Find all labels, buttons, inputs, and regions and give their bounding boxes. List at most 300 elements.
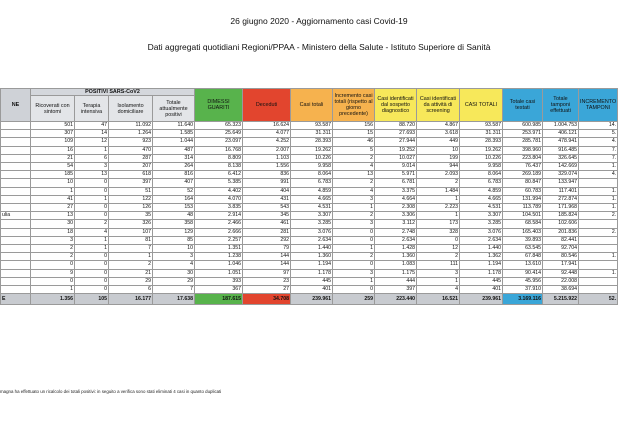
value-cell: 185 — [31, 171, 75, 179]
value-cell: 326 — [109, 220, 153, 228]
value-cell: 28.393 — [460, 138, 503, 146]
value-cell: 2.257 — [195, 236, 243, 244]
value-cell: 3.076 — [460, 228, 503, 236]
value-cell: 80.847 — [503, 179, 543, 187]
footnote: magna ha effettuato un ricalcolo dei totali positivi: in seguito a verifica sono stati eliminati 4 casi in quanto duplicati — [0, 389, 222, 394]
value-cell: 4 — [153, 261, 195, 269]
value-cell: 2.634 — [291, 236, 333, 244]
value-cell: 1 — [75, 146, 109, 154]
value-cell: 1.360 — [375, 253, 417, 261]
value-cell: 401 — [460, 286, 503, 294]
total-row — [1, 294, 618, 305]
value-cell: 97 — [243, 269, 291, 277]
value-cell: 1 — [109, 253, 153, 261]
total-cell: 52. — [579, 294, 618, 305]
value-cell: 431 — [243, 195, 291, 203]
value-cell: 4.531 — [291, 204, 333, 212]
region-cell — [1, 163, 31, 171]
value-cell: 27 — [31, 204, 75, 212]
region-cell — [1, 154, 31, 162]
value-cell: 4.402 — [195, 187, 243, 195]
value-cell: 13.610 — [503, 261, 543, 269]
value-cell: 39.893 — [503, 236, 543, 244]
value-cell: 76.437 — [503, 163, 543, 171]
region-cell — [1, 269, 31, 277]
value-cell: 16.768 — [195, 146, 243, 154]
value-cell: 144 — [243, 253, 291, 261]
totale-positivi-header: Totale attualmente positivi — [153, 96, 195, 122]
value-cell: 13 — [333, 171, 375, 179]
total-cell: 223.440 — [375, 294, 417, 305]
value-cell: 1.264 — [109, 130, 153, 138]
value-cell: 4.665 — [291, 195, 333, 203]
value-cell: 445 — [291, 277, 333, 285]
value-cell: 2.466 — [195, 220, 243, 228]
value-cell: 7. — [579, 154, 618, 162]
total-cell: 105 — [75, 294, 109, 305]
value-cell: 9 — [31, 269, 75, 277]
region-cell — [1, 261, 31, 269]
total-label: E — [1, 294, 31, 305]
value-cell: 5. — [579, 130, 618, 138]
value-cell: 27.693 — [375, 130, 417, 138]
value-cell: 397 — [375, 286, 417, 294]
value-cell: 164 — [153, 195, 195, 203]
region-cell — [1, 171, 31, 179]
value-cell: 9.958 — [460, 163, 503, 171]
value-cell: 1 — [75, 236, 109, 244]
value-cell: 264 — [153, 163, 195, 171]
value-cell: 21 — [31, 154, 75, 162]
table-row — [1, 204, 618, 212]
value-cell: 1.360 — [291, 253, 333, 261]
value-cell: 29 — [109, 277, 153, 285]
region-cell — [1, 228, 31, 236]
value-cell: 272.874 — [543, 195, 579, 203]
value-cell: 1 — [333, 204, 375, 212]
value-cell: 0 — [75, 204, 109, 212]
incremento-tamponi-header: INCREMENTO TAMPONI — [579, 89, 618, 122]
total-cell: 16.177 — [109, 294, 153, 305]
value-cell: 9.958 — [291, 163, 333, 171]
value-cell: 461 — [243, 220, 291, 228]
value-cell: 6.781 — [375, 179, 417, 187]
casi-testati-header: Totale casi testati — [503, 89, 543, 122]
value-cell: 30 — [31, 220, 75, 228]
value-cell — [579, 261, 618, 269]
value-cell: 156 — [333, 122, 375, 130]
value-cell: 104.501 — [503, 212, 543, 220]
value-cell: 1.046 — [195, 261, 243, 269]
value-cell: 41 — [31, 195, 75, 203]
value-cell: 1 — [75, 245, 109, 253]
value-cell: 17.941 — [543, 261, 579, 269]
value-cell: 3.285 — [291, 220, 333, 228]
value-cell: 328 — [417, 228, 460, 236]
value-cell: 3 — [333, 220, 375, 228]
value-cell: 1.051 — [195, 269, 243, 277]
value-cell: 4.252 — [243, 138, 291, 146]
value-cell: 5.385 — [195, 179, 243, 187]
value-cell: 14 — [75, 130, 109, 138]
value-cell: 201.836 — [543, 228, 579, 236]
value-cell: 38.694 — [543, 286, 579, 294]
total-cell: 3.169.116 — [503, 294, 543, 305]
region-cell — [1, 195, 31, 203]
value-cell: 3.835 — [195, 204, 243, 212]
value-cell: 10.027 — [375, 154, 417, 162]
table-row — [1, 171, 618, 179]
casi-totali-2-header: CASI TOTALI — [460, 89, 503, 122]
value-cell: 1.362 — [460, 253, 503, 261]
value-cell: 618 — [109, 171, 153, 179]
table-row — [1, 269, 618, 277]
value-cell: 4.070 — [195, 195, 243, 203]
total-cell: 259 — [333, 294, 375, 305]
value-cell: 3 — [31, 236, 75, 244]
value-cell: 11.640 — [153, 122, 195, 130]
value-cell: 4.867 — [417, 122, 460, 130]
value-cell: 82.441 — [543, 236, 579, 244]
value-cell: 1.556 — [243, 163, 291, 171]
value-cell: 54 — [31, 163, 75, 171]
value-cell: 51 — [109, 187, 153, 195]
value-cell: 2.634 — [375, 236, 417, 244]
value-cell: 3 — [153, 253, 195, 261]
value-cell: 1. — [579, 269, 618, 277]
value-cell: 543 — [243, 204, 291, 212]
value-cell: 153 — [153, 204, 195, 212]
value-cell: 501 — [31, 122, 75, 130]
value-cell: 3.307 — [460, 212, 503, 220]
value-cell: 79 — [243, 245, 291, 253]
value-cell: 1.083 — [375, 261, 417, 269]
value-cell: 2.666 — [195, 228, 243, 236]
value-cell: 1 — [417, 277, 460, 285]
value-cell: 4.077 — [243, 130, 291, 138]
table-row — [1, 245, 618, 253]
value-cell: 23 — [243, 277, 291, 285]
value-cell: 68.584 — [503, 220, 543, 228]
value-cell: 19.262 — [460, 146, 503, 154]
value-cell: 27 — [243, 286, 291, 294]
table-row — [1, 236, 618, 244]
value-cell: 401 — [291, 286, 333, 294]
table-row — [1, 163, 618, 171]
value-cell: 8.809 — [195, 154, 243, 162]
value-cell: 16.624 — [243, 122, 291, 130]
total-cell: 239.961 — [291, 294, 333, 305]
value-cell: 944 — [417, 163, 460, 171]
value-cell: 4. — [579, 171, 618, 179]
value-cell: 199 — [417, 154, 460, 162]
value-cell: 2 — [109, 261, 153, 269]
total-cell: 1.356 — [31, 294, 75, 305]
value-cell: 8.138 — [195, 163, 243, 171]
value-cell: 1.585 — [153, 130, 195, 138]
value-cell: 10.226 — [291, 154, 333, 162]
value-cell: 1 — [31, 286, 75, 294]
value-cell: 1.004.753 — [543, 122, 579, 130]
value-cell: 307 — [31, 130, 75, 138]
value-cell: 93.587 — [460, 122, 503, 130]
table-row — [1, 179, 618, 187]
value-cell: 173 — [417, 220, 460, 228]
region-cell — [1, 204, 31, 212]
table-row — [1, 138, 618, 146]
value-cell: 25.649 — [195, 130, 243, 138]
table-row — [1, 195, 618, 203]
value-cell: 1.440 — [291, 245, 333, 253]
value-cell: 31.311 — [291, 130, 333, 138]
value-cell: 60.783 — [503, 187, 543, 195]
value-cell: 1.238 — [195, 253, 243, 261]
value-cell: 29 — [153, 277, 195, 285]
value-cell: 6.412 — [195, 171, 243, 179]
value-cell: 27.944 — [375, 138, 417, 146]
value-cell: 4 — [333, 163, 375, 171]
value-cell: 6.783 — [460, 179, 503, 187]
value-cell: 28.393 — [291, 138, 333, 146]
terapia-header: Terapia intensiva — [75, 96, 109, 122]
value-cell: 4.664 — [375, 195, 417, 203]
value-cell: 1.440 — [460, 245, 503, 253]
value-cell: 2.308 — [375, 204, 417, 212]
value-cell: 5.971 — [375, 171, 417, 179]
table-row — [1, 146, 618, 154]
value-cell: 478.941 — [543, 138, 579, 146]
region-cell — [1, 138, 31, 146]
value-cell: 1.351 — [195, 245, 243, 253]
value-cell: 4.859 — [291, 187, 333, 195]
value-cell: 63.545 — [503, 245, 543, 253]
value-cell: 285.781 — [503, 138, 543, 146]
value-cell: 23.097 — [195, 138, 243, 146]
deceduti-header: Deceduti — [243, 89, 291, 122]
region-cell — [1, 179, 31, 187]
value-cell: 13 — [75, 171, 109, 179]
value-cell: 117.401 — [543, 187, 579, 195]
value-cell: 6 — [109, 286, 153, 294]
value-cell: 122 — [109, 195, 153, 203]
value-cell: 1 — [417, 195, 460, 203]
table-row — [1, 187, 618, 195]
table-row — [1, 286, 618, 294]
value-cell: 4. — [579, 138, 618, 146]
table-row — [1, 154, 618, 162]
value-cell: 3 — [333, 195, 375, 203]
value-cell: 1. — [579, 163, 618, 171]
value-cell: 16 — [31, 146, 75, 154]
casi-totali-header: Casi totali — [291, 89, 333, 122]
isolamento-header: Isolamento domiciliare — [109, 96, 153, 122]
value-cell: 48 — [153, 212, 195, 220]
value-cell: 0 — [75, 277, 109, 285]
value-cell: 12 — [417, 245, 460, 253]
value-cell: 2 — [417, 253, 460, 261]
value-cell: 0 — [75, 212, 109, 220]
value-cell: 1 — [333, 277, 375, 285]
value-cell: 131.994 — [503, 195, 543, 203]
value-cell: 207 — [109, 163, 153, 171]
region-cell — [1, 277, 31, 285]
value-cell: 30 — [153, 269, 195, 277]
value-cell: 314 — [153, 154, 195, 162]
value-cell: 142.669 — [543, 163, 579, 171]
value-cell: 37.910 — [503, 286, 543, 294]
value-cell: 107 — [109, 228, 153, 236]
value-cell: 407 — [153, 179, 195, 187]
value-cell: 4.665 — [460, 195, 503, 203]
region-cell — [1, 253, 31, 261]
value-cell: 6.783 — [291, 179, 333, 187]
table-row — [1, 228, 618, 236]
value-cell: 0 — [75, 261, 109, 269]
value-cell: 269.189 — [503, 171, 543, 179]
value-cell: 0 — [75, 179, 109, 187]
value-cell: 10 — [153, 245, 195, 253]
value-cell: 144 — [243, 261, 291, 269]
value-cell: 2 — [417, 179, 460, 187]
value-cell: 0 — [75, 253, 109, 261]
value-cell: 111 — [417, 261, 460, 269]
value-cell: 326.645 — [543, 154, 579, 162]
value-cell — [579, 277, 618, 285]
value-cell: 223.804 — [503, 154, 543, 162]
value-cell: 129 — [153, 228, 195, 236]
value-cell: 126 — [109, 204, 153, 212]
total-cell: 34.708 — [243, 294, 291, 305]
value-cell: 2 — [333, 212, 375, 220]
value-cell: 67.848 — [503, 253, 543, 261]
value-cell: 4 — [333, 187, 375, 195]
value-cell: 367 — [195, 286, 243, 294]
value-cell: 109 — [31, 138, 75, 146]
value-cell: 836 — [243, 171, 291, 179]
value-cell: 4.531 — [460, 204, 503, 212]
region-cell — [1, 146, 31, 154]
value-cell: 2 — [333, 253, 375, 261]
value-cell: 6 — [75, 154, 109, 162]
value-cell: 102.606 — [543, 220, 579, 228]
value-cell: 0 — [333, 236, 375, 244]
value-cell: 4 — [75, 228, 109, 236]
value-cell: 1.194 — [291, 261, 333, 269]
value-cell: 165.403 — [503, 228, 543, 236]
value-cell: 93.587 — [291, 122, 333, 130]
value-cell: 1.178 — [291, 269, 333, 277]
value-cell: 487 — [153, 146, 195, 154]
value-cell: 2 — [75, 220, 109, 228]
value-cell: 345 — [243, 212, 291, 220]
value-cell: 22.008 — [543, 277, 579, 285]
value-cell: 3.285 — [460, 220, 503, 228]
value-cell: 19.252 — [375, 146, 417, 154]
value-cell: 916.485 — [543, 146, 579, 154]
value-cell: 4.859 — [460, 187, 503, 195]
value-cell: 65.323 — [195, 122, 243, 130]
value-cell — [579, 245, 618, 253]
total-cell: 17.638 — [153, 294, 195, 305]
value-cell: 406.121 — [543, 130, 579, 138]
total-cell: 239.961 — [460, 294, 503, 305]
value-cell: 7. — [579, 146, 618, 154]
value-cell: 45.956 — [503, 277, 543, 285]
value-cell: 397 — [109, 179, 153, 187]
value-cell: 816 — [153, 171, 195, 179]
value-cell: 1.103 — [243, 154, 291, 162]
value-cell: 4 — [417, 286, 460, 294]
value-cell: 292 — [243, 236, 291, 244]
value-cell: 35 — [109, 212, 153, 220]
value-cell: 3 — [75, 163, 109, 171]
value-cell: 0 — [333, 228, 375, 236]
page-title: 26 giugno 2020 - Aggiornamento casi Covid-19 — [230, 16, 408, 26]
value-cell: 3.307 — [291, 212, 333, 220]
value-cell: 10 — [417, 146, 460, 154]
value-cell: 2 — [31, 245, 75, 253]
value-cell: 0 — [333, 261, 375, 269]
value-cell: 1.484 — [417, 187, 460, 195]
sospetto-diagnostico-header: Casi identificati dal sospetto diagnostico — [375, 89, 417, 122]
value-cell: 600.985 — [503, 122, 543, 130]
value-cell: 1 — [31, 187, 75, 195]
ricoverati-header: Ricoverati con sintomi — [31, 96, 75, 122]
value-cell: 444 — [375, 277, 417, 285]
value-cell: 7 — [153, 286, 195, 294]
value-cell: 2 — [333, 179, 375, 187]
table-row — [1, 212, 618, 220]
value-cell: 80.546 — [543, 253, 579, 261]
value-cell: 0 — [75, 286, 109, 294]
table-row — [1, 220, 618, 228]
value-cell: 393 — [195, 277, 243, 285]
value-cell: 1. — [579, 195, 618, 203]
value-cell — [579, 220, 618, 228]
region-cell: ulia — [1, 212, 31, 220]
table-row — [1, 130, 618, 138]
table-row — [1, 277, 618, 285]
screening-header: Casi identificati da attività di screening — [417, 89, 460, 122]
value-cell: 281 — [243, 228, 291, 236]
value-cell: 92.704 — [543, 245, 579, 253]
value-cell — [579, 286, 618, 294]
value-cell: 90.414 — [503, 269, 543, 277]
value-cell: 329.074 — [543, 171, 579, 179]
value-cell: 1.178 — [460, 269, 503, 277]
value-cell: 3.076 — [291, 228, 333, 236]
region-cell — [1, 236, 31, 244]
region-header: NE — [1, 89, 31, 122]
value-cell: 5 — [333, 146, 375, 154]
value-cell: 398.960 — [503, 146, 543, 154]
value-cell: 11.092 — [109, 122, 153, 130]
value-cell: 113.789 — [503, 204, 543, 212]
value-cell: 1. — [579, 187, 618, 195]
value-cell: 253.971 — [503, 130, 543, 138]
value-cell: 1.044 — [153, 138, 195, 146]
value-cell: 0 — [417, 236, 460, 244]
value-cell: 3.375 — [375, 187, 417, 195]
table-row — [1, 261, 618, 269]
value-cell — [579, 236, 618, 244]
value-cell: 185.824 — [543, 212, 579, 220]
value-cell: 0 — [31, 261, 75, 269]
value-cell: 133.947 — [543, 179, 579, 187]
total-cell: 187.615 — [195, 294, 243, 305]
region-cell — [1, 130, 31, 138]
value-cell: 1 — [417, 212, 460, 220]
